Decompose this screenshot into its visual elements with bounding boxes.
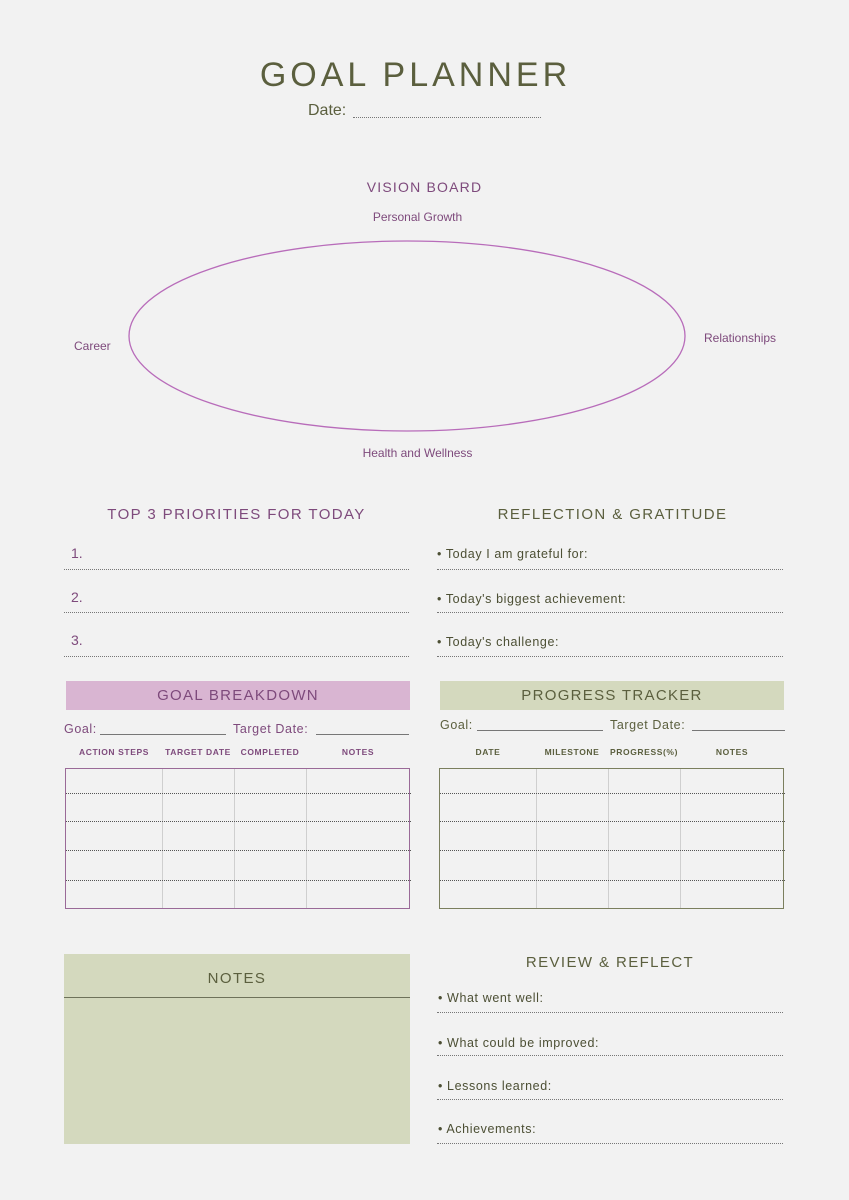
pt-col-progress: PROGRESS(%): [610, 747, 678, 757]
gb-target-date-label: Target Date:: [233, 722, 309, 736]
goal-breakdown-header: GOAL BREAKDOWN: [66, 681, 410, 710]
table-row[interactable]: [66, 793, 411, 794]
gb-goal-field[interactable]: [100, 734, 226, 735]
priority-line-3[interactable]: [64, 656, 409, 657]
pt-col-milestone: MILESTONE: [544, 747, 600, 757]
gb-col-target-date: TARGET DATE: [165, 747, 231, 757]
pt-col-divider: [680, 769, 681, 908]
reflection-grateful-line[interactable]: [437, 569, 783, 570]
reflection-challenge-line[interactable]: [437, 656, 783, 657]
review-improved-line[interactable]: [437, 1055, 783, 1056]
progress-tracker-header: PROGRESS TRACKER: [440, 681, 784, 710]
priorities-title: TOP 3 PRIORITIES FOR TODAY: [107, 506, 366, 523]
priority-number-3: 3.: [71, 632, 83, 648]
reflection-achievement-line[interactable]: [437, 612, 783, 613]
table-row[interactable]: [440, 821, 785, 822]
gb-col-divider: [162, 769, 163, 908]
reflection-achievement-label: • Today's biggest achievement:: [437, 592, 627, 606]
gb-col-divider: [306, 769, 307, 908]
reflection-grateful-label: • Today I am grateful for:: [437, 547, 589, 561]
pt-goal-field[interactable]: [477, 730, 603, 731]
pt-col-divider: [536, 769, 537, 908]
table-row[interactable]: [440, 880, 785, 881]
vision-label-relationships: Relationships: [704, 331, 777, 345]
table-row[interactable]: [66, 821, 411, 822]
gb-col-action-steps: ACTION STEPS: [78, 747, 149, 757]
pt-target-date-label: Target Date:: [610, 718, 686, 732]
review-achievements-label: • Achievements:: [438, 1122, 537, 1136]
review-lessons-line[interactable]: [437, 1099, 783, 1100]
review-improved-label: • What could be improved:: [438, 1036, 600, 1050]
progress-tracker-table[interactable]: [439, 768, 784, 909]
vision-board-title: VISION BOARD: [366, 179, 483, 195]
gb-target-date-field[interactable]: [316, 734, 409, 735]
review-went-well-line[interactable]: [437, 1012, 783, 1013]
page-title: GOAL PLANNER: [259, 56, 572, 94]
date-label: Date:: [308, 102, 347, 119]
review-achievements-line[interactable]: [437, 1143, 783, 1144]
notes-title: NOTES: [207, 970, 267, 987]
review-lessons-label: • Lessons learned:: [438, 1079, 552, 1093]
table-row[interactable]: [66, 880, 411, 881]
reflection-challenge-label: • Today's challenge:: [437, 635, 560, 649]
pt-col-notes: NOTES: [715, 747, 749, 757]
pt-goal-label: Goal:: [440, 718, 473, 732]
gb-col-notes: NOTES: [341, 747, 375, 757]
gb-col-completed: COMPLETED: [240, 747, 300, 757]
priority-number-1: 1.: [71, 545, 83, 561]
reflection-title: REFLECTION & GRATITUDE: [497, 506, 728, 523]
vision-label-career: Career: [74, 339, 111, 353]
priority-number-2: 2.: [71, 589, 83, 605]
goal-breakdown-table[interactable]: [65, 768, 410, 909]
gb-col-divider: [234, 769, 235, 908]
notes-box[interactable]: [64, 954, 410, 1144]
pt-target-date-field[interactable]: [692, 730, 785, 731]
priority-line-2[interactable]: [64, 612, 409, 613]
review-title: REVIEW & REFLECT: [525, 954, 695, 971]
review-went-well-label: • What went well:: [438, 991, 544, 1005]
notes-divider: [64, 997, 410, 998]
priority-line-1[interactable]: [64, 569, 409, 570]
vision-label-personal-growth: Personal Growth: [372, 210, 463, 224]
pt-col-date: DATE: [475, 747, 501, 757]
table-row[interactable]: [440, 850, 785, 851]
table-row[interactable]: [440, 793, 785, 794]
vision-board-ellipse[interactable]: [0, 0, 849, 480]
pt-col-divider: [608, 769, 609, 908]
table-row[interactable]: [66, 850, 411, 851]
gb-goal-label: Goal:: [64, 722, 97, 736]
vision-label-health-wellness: Health and Wellness: [362, 446, 473, 460]
